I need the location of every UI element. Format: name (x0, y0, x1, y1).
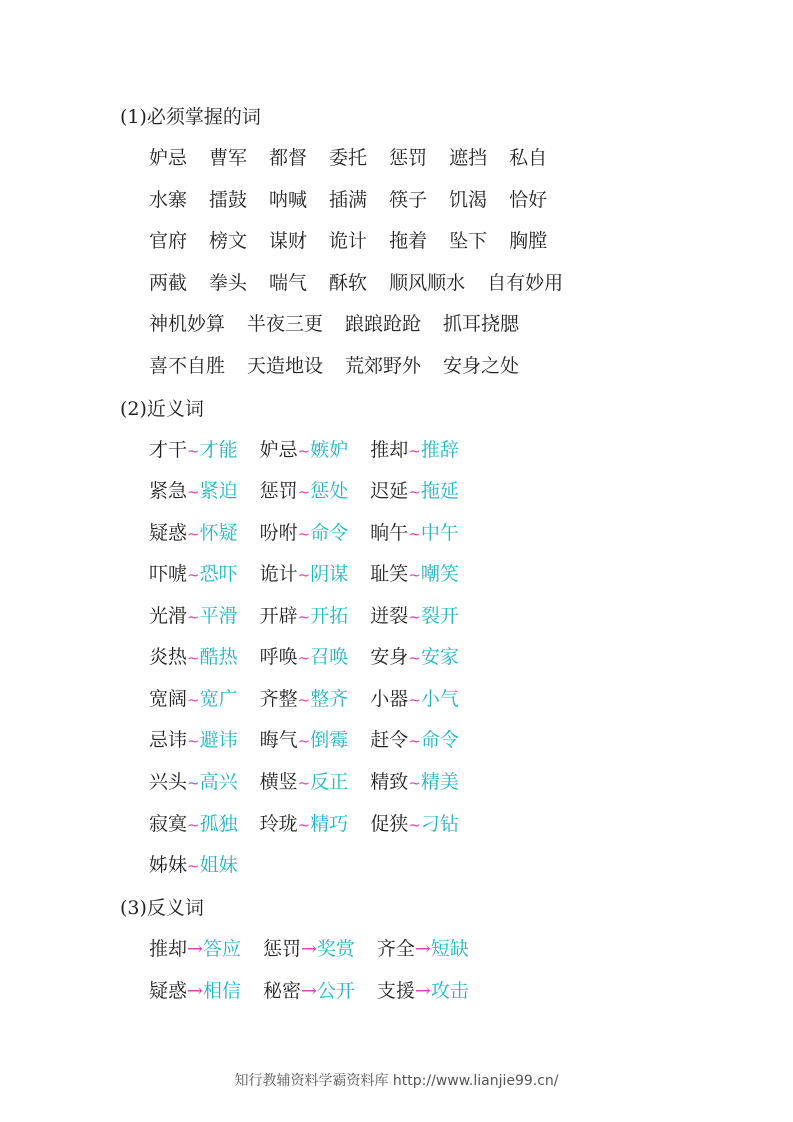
vocab-word: 谋财 (269, 230, 308, 252)
word-pair (370, 645, 459, 670)
pair-target-word: 姐妹 (199, 854, 238, 876)
synonym-row (149, 438, 481, 463)
tilde-separator: ~ (408, 608, 421, 626)
pair-target-word: 孤独 (199, 813, 238, 835)
word-pair (149, 937, 241, 961)
vocab-word: 恰好 (509, 189, 548, 211)
tilde-separator: ~ (408, 816, 421, 834)
vocab-word: 喘气 (269, 272, 308, 294)
pair-target-word: 恐吓 (199, 563, 238, 585)
word-pair (260, 438, 349, 463)
tilde-separator: ~ (297, 816, 311, 834)
vocab-word: 抓耳挠腮 (443, 313, 520, 335)
pair-source-word: 寂寞 (149, 813, 188, 835)
vocab-word: 拳头 (209, 272, 248, 294)
pair-source-word: 紧急 (149, 480, 188, 502)
pair-target-word: 安家 (420, 646, 459, 668)
footer-watermark: 知行教辅资料学霸资料库 http://www.lianjie99.cn/ (234, 1073, 559, 1089)
section-3-heading: (3)反义词 (120, 897, 204, 919)
word-pair (260, 521, 349, 546)
tilde-separator: ~ (187, 442, 200, 460)
word-pair (260, 812, 349, 837)
tilde-separator: ~ (297, 525, 311, 543)
word-pair (260, 562, 349, 587)
synonym-row (149, 812, 481, 837)
pair-target-word: 嘲笑 (420, 563, 459, 585)
arrow-separator: → (414, 980, 431, 1002)
pair-target-word: 裂开 (420, 605, 459, 627)
tilde-separator: ~ (187, 774, 200, 792)
pair-source-word: 光滑 (149, 605, 188, 627)
pair-target-word: 攻击 (430, 980, 469, 1002)
pair-target-word: 中午 (420, 522, 459, 544)
word-pair (370, 770, 459, 795)
word-pair (260, 770, 349, 795)
pair-source-word: 齐全 (376, 938, 415, 960)
pair-source-word: 玲珑 (259, 813, 298, 835)
word-pair (377, 937, 469, 961)
word-pair (260, 687, 349, 712)
tilde-separator: ~ (297, 732, 311, 750)
vocab-word: 诡计 (329, 230, 368, 252)
pair-source-word: 兴头 (149, 771, 188, 793)
word-pair (370, 604, 459, 629)
vocab-word: 榜文 (209, 230, 248, 252)
pair-target-word: 公开 (316, 980, 355, 1002)
tilde-separator: ~ (187, 816, 200, 834)
word-row (149, 271, 585, 295)
pair-source-word: 安身 (370, 646, 409, 668)
word-row (149, 188, 569, 212)
tilde-separator: ~ (187, 566, 200, 584)
pair-source-word: 推却 (370, 439, 409, 461)
vocab-word: 曹军 (209, 147, 248, 169)
vocab-word: 踉踉跄跄 (345, 313, 422, 335)
pair-target-word: 精巧 (310, 813, 349, 835)
pair-source-word: 横竖 (259, 771, 298, 793)
pair-target-word: 才能 (199, 439, 238, 461)
pair-source-word: 忌讳 (149, 729, 188, 751)
word-pair (370, 562, 459, 587)
vocab-word: 半夜三更 (247, 313, 324, 335)
tilde-separator: ~ (297, 608, 311, 626)
vocab-word: 私自 (509, 147, 548, 169)
word-pair (149, 728, 238, 753)
tilde-separator: ~ (187, 649, 200, 667)
word-row (149, 354, 541, 378)
word-pair (149, 521, 238, 546)
pair-target-word: 倒霉 (310, 729, 349, 751)
vocab-word: 擂鼓 (209, 189, 248, 211)
pair-target-word: 整齐 (310, 688, 349, 710)
arrow-separator: → (187, 980, 203, 1002)
pair-target-word: 高兴 (199, 771, 238, 793)
vocab-word: 顺风顺水 (389, 272, 466, 294)
tilde-separator: ~ (408, 732, 421, 750)
word-pair (377, 979, 469, 1003)
pair-source-word: 秘密 (262, 980, 301, 1002)
synonym-row (149, 479, 481, 504)
word-pair (149, 562, 238, 587)
pair-source-word: 炎热 (149, 646, 188, 668)
pair-target-word: 命令 (420, 729, 459, 751)
tilde-separator: ~ (297, 649, 311, 667)
pair-target-word: 命令 (310, 522, 349, 544)
tilde-separator: ~ (297, 442, 311, 460)
word-pair (149, 645, 238, 670)
pair-source-word: 精致 (370, 771, 409, 793)
vocab-word: 插满 (329, 189, 368, 211)
section-1-heading: (1)必须掌握的词 (120, 106, 261, 128)
synonym-row (149, 770, 481, 795)
tilde-separator: ~ (408, 525, 421, 543)
synonym-row (149, 604, 481, 629)
vocab-word: 喜不自胜 (149, 355, 226, 377)
pair-target-word: 嫉妒 (310, 439, 349, 461)
vocab-word: 坠下 (449, 230, 488, 252)
word-pair (370, 438, 459, 463)
vocab-word: 胸膛 (509, 230, 548, 252)
pair-source-word: 诡计 (259, 563, 298, 585)
tilde-separator: ~ (187, 857, 200, 875)
pair-source-word: 支援 (376, 980, 415, 1002)
pair-source-word: 吩咐 (259, 522, 298, 544)
synonym-row (149, 521, 481, 546)
pair-source-word: 赶令 (370, 729, 409, 751)
pair-target-word: 刁钻 (420, 813, 459, 835)
pair-target-word: 平滑 (199, 605, 238, 627)
word-row (149, 146, 569, 170)
word-pair (370, 479, 459, 504)
pair-source-word: 疑惑 (149, 522, 188, 544)
word-pair (149, 438, 238, 463)
pair-target-word: 召唤 (310, 646, 349, 668)
tilde-separator: ~ (187, 483, 200, 501)
word-pair (370, 687, 459, 712)
arrow-separator: → (414, 938, 431, 960)
word-pair (149, 979, 241, 1003)
pair-target-word: 小气 (420, 688, 459, 710)
word-pair (263, 937, 355, 961)
vocab-word: 委托 (329, 147, 368, 169)
tilde-separator: ~ (297, 691, 311, 709)
tilde-separator: ~ (297, 483, 311, 501)
word-row (149, 229, 569, 253)
vocab-word: 拖着 (389, 230, 428, 252)
vocab-word: 水寨 (149, 189, 188, 211)
vocab-word: 官府 (149, 230, 188, 252)
word-pair (149, 479, 238, 504)
tilde-separator: ~ (408, 649, 421, 667)
arrow-separator: → (300, 980, 317, 1002)
pair-source-word: 推却 (149, 938, 188, 960)
pair-source-word: 呼唤 (259, 646, 298, 668)
vocab-word: 荒郊野外 (345, 355, 422, 377)
arrow-separator: → (187, 938, 203, 960)
vocab-word: 两截 (149, 272, 188, 294)
pair-target-word: 怀疑 (199, 522, 238, 544)
vocab-word: 安身之处 (443, 355, 520, 377)
vocab-word: 自有妙用 (487, 272, 564, 294)
pair-source-word: 宽阔 (149, 688, 188, 710)
pair-target-word: 阴谋 (310, 563, 349, 585)
word-pair (149, 812, 238, 837)
pair-target-word: 宽广 (199, 688, 238, 710)
synonym-row (149, 853, 260, 878)
word-pair (149, 687, 238, 712)
pair-target-word: 相信 (202, 980, 241, 1002)
tilde-separator: ~ (408, 442, 421, 460)
tilde-separator: ~ (187, 732, 200, 750)
pair-source-word: 晌午 (370, 522, 409, 544)
pair-source-word: 晦气 (259, 729, 298, 751)
tilde-separator: ~ (297, 774, 311, 792)
tilde-separator: ~ (408, 691, 421, 709)
pair-target-word: 短缺 (430, 938, 469, 960)
pair-target-word: 开拓 (310, 605, 349, 627)
word-pair (260, 645, 349, 670)
vocab-word: 惩罚 (389, 147, 428, 169)
pair-target-word: 拖延 (420, 480, 459, 502)
vocab-word: 神机妙算 (149, 313, 226, 335)
pair-target-word: 惩处 (310, 480, 349, 502)
tilde-separator: ~ (297, 566, 311, 584)
vocab-word: 饥渴 (449, 189, 488, 211)
arrow-separator: → (300, 938, 317, 960)
tilde-separator: ~ (187, 525, 200, 543)
word-pair (260, 728, 349, 753)
pair-source-word: 才干 (149, 439, 188, 461)
vocab-word: 筷子 (389, 189, 428, 211)
pair-target-word: 推辞 (420, 439, 459, 461)
pair-source-word: 疑惑 (149, 980, 188, 1002)
antonym-row (149, 937, 491, 961)
vocab-word: 天造地设 (247, 355, 324, 377)
vocab-word: 酥软 (329, 272, 368, 294)
word-row (149, 312, 541, 336)
pair-source-word: 迸裂 (370, 605, 409, 627)
word-pair (149, 604, 238, 629)
antonym-row (149, 979, 491, 1003)
word-pair (260, 604, 349, 629)
pair-source-word: 姊妹 (149, 854, 188, 876)
pair-source-word: 妒忌 (259, 439, 298, 461)
pair-target-word: 反正 (310, 771, 349, 793)
pair-source-word: 开辟 (259, 605, 298, 627)
word-pair (149, 770, 238, 795)
pair-target-word: 紧迫 (199, 480, 238, 502)
pair-target-word: 答应 (202, 938, 241, 960)
word-pair (149, 853, 238, 878)
word-pair (263, 979, 355, 1003)
word-pair (370, 728, 459, 753)
pair-source-word: 小器 (370, 688, 409, 710)
tilde-separator: ~ (408, 774, 421, 792)
pair-source-word: 惩罚 (262, 938, 301, 960)
pair-source-word: 吓唬 (149, 563, 188, 585)
word-pair (370, 521, 459, 546)
pair-target-word: 酷热 (199, 646, 238, 668)
pair-target-word: 避讳 (199, 729, 238, 751)
tilde-separator: ~ (187, 691, 200, 709)
section-2-heading: (2)近义词 (120, 398, 204, 420)
vocab-word: 遮挡 (449, 147, 488, 169)
word-pair (370, 812, 459, 837)
pair-target-word: 精美 (420, 771, 459, 793)
synonym-row (149, 645, 481, 670)
synonym-row (149, 687, 481, 712)
tilde-separator: ~ (408, 483, 421, 501)
word-pair (260, 479, 349, 504)
pair-source-word: 耻笑 (370, 563, 409, 585)
pair-source-word: 齐整 (259, 688, 298, 710)
tilde-separator: ~ (187, 608, 200, 626)
pair-source-word: 惩罚 (259, 480, 298, 502)
vocab-word: 都督 (269, 147, 308, 169)
pair-target-word: 奖赏 (316, 938, 355, 960)
pair-source-word: 促狭 (370, 813, 409, 835)
synonym-row (149, 562, 481, 587)
vocab-word: 妒忌 (149, 147, 188, 169)
pair-source-word: 迟延 (370, 480, 409, 502)
synonym-row (149, 728, 481, 753)
vocab-word: 呐喊 (269, 189, 308, 211)
tilde-separator: ~ (408, 566, 421, 584)
